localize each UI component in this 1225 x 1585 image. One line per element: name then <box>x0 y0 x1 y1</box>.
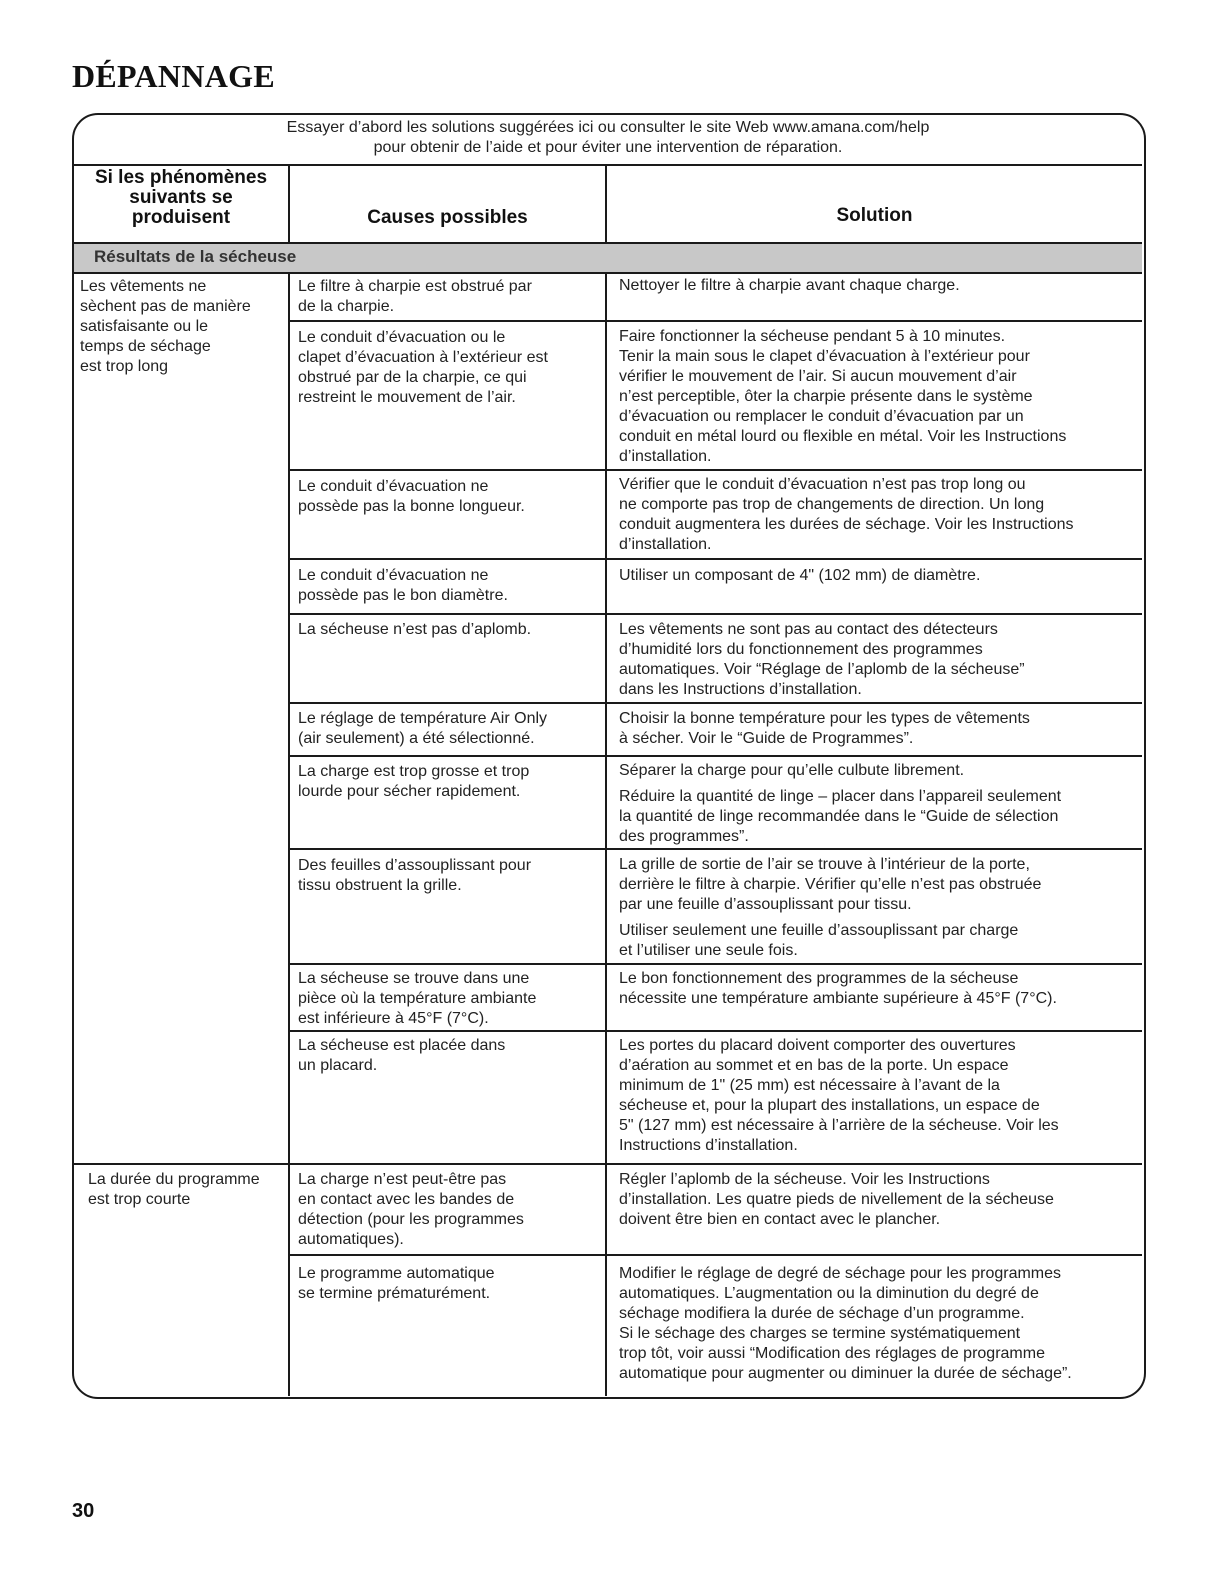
section-bottom-rule <box>74 272 1142 274</box>
solution-cell <box>619 969 1139 1009</box>
column-divider <box>288 164 290 1396</box>
row-divider <box>289 320 1142 322</box>
page-number: 30 <box>72 1500 95 1522</box>
solution-cell <box>619 855 1139 961</box>
cause-cell: Le réglage de température Air Only (air seulement) a été sélectionné. <box>298 710 548 747</box>
row-divider <box>289 469 1142 471</box>
row-divider <box>289 558 1142 560</box>
solution-cell <box>619 475 1139 555</box>
cause-cell: La charge est trop grosse et trop lourde pour sécher rapidement. <box>298 763 530 800</box>
solution-paragraph: Réduire la quantité de linge – placer dans l’appareil seulement la quantité de linge recommandée dans le “Guide de sélection des programmes”. <box>619 788 1062 845</box>
solution-paragraph: Faire fonctionner la sécheuse pendant 5 à 10 minutes. Tenir la main sous le clapet d’évacuation à l’extérieur pour vérifier le mouvement de l’air. Si aucun mouvement d’air n’est perceptible, ôter la charpie présente dans le système d’évacuation ou remplacer le conduit d’évacuation par un conduit en métal lourd ou flexible en métal. Voir les Instructions d’installation. <box>619 328 1067 465</box>
solution-paragraph: Utiliser un composant de 4" (102 mm) de diamètre. <box>619 567 981 584</box>
row-divider <box>289 848 1142 850</box>
cause-cell: La sécheuse se trouve dans une pièce où la température ambiante est inférieure à 45°F (7°C). <box>298 970 537 1027</box>
cause-cell: La sécheuse n’est pas d’aplomb. <box>298 621 532 638</box>
intro-line: Essayer d’abord les solutions suggérées ici ou consulter le site Web www.amana.com/help <box>286 119 930 136</box>
solution-cell <box>619 761 1139 847</box>
symptom-divider <box>74 1163 289 1165</box>
cause-cell: Des feuilles d’assouplissant pour tissu obstruent la grille. <box>298 857 532 894</box>
solution-paragraph: Le bon fonctionnement des programmes de la sécheuse nécessite une température ambiante supérieure à 45°F (7°C). <box>619 970 1057 1007</box>
solution-paragraph: La grille de sortie de l’air se trouve à l’intérieur de la porte, derrière le filtre à charpie. Vérifier qu’elle n’est pas obstruée par une feuille d’assouplissant pour tissu. <box>619 856 1042 913</box>
cause-cell: Le conduit d’évacuation ne possède pas le bon diamètre. <box>298 567 508 604</box>
solution-paragraph: Choisir la bonne température pour les types de vêtements à sécher. Voir le “Guide de Programmes”. <box>619 710 1030 747</box>
solution-paragraph: Les portes du placard doivent comporter des ouvertures d’aération au sommet et en bas de la porte. Un espace minimum de 1" (25 mm) est nécessaire à l’avant de la sécheuse et, pour la plupart des installations, un espace de 5" (127 mm) est nécessaire à l’arrière de la sécheuse. Voir les Instructions d’installation. <box>619 1037 1059 1154</box>
symptom-cell: Les vêtements ne sèchent pas de manière satisfaisante ou le temps de séchage est trop long <box>80 278 251 375</box>
cause-cell: Le programme automatique se termine prématurément. <box>298 1265 495 1302</box>
solution-paragraph: Utiliser seulement une feuille d’assouplissant par charge et l’utiliser une seule fois. <box>619 922 1019 959</box>
solution-paragraph: Régler l’aplomb de la sécheuse. Voir les Instructions d’installation. Les quatre pieds de nivellement de la sécheuse doivent être bien en contact avec le plancher. <box>619 1171 1054 1228</box>
solution-paragraph: Nettoyer le filtre à charpie avant chaque charge. <box>619 277 960 294</box>
header-symptom: Si les phénomènes suivants se produisent <box>94 167 268 228</box>
cause-cell: Le filtre à charpie est obstrué par de la charpie. <box>298 278 532 315</box>
header-causes: Causes possibles <box>367 207 528 228</box>
row-divider <box>289 755 1142 757</box>
solution-cell <box>619 1264 1141 1384</box>
solution-cell <box>619 709 1139 749</box>
row-divider <box>289 1163 1142 1165</box>
cause-cell: Le conduit d’évacuation ou le clapet d’évacuation à l’extérieur est obstrué par de la charpie, ce qui restreint le mouvement de l’air. <box>298 329 548 406</box>
header-solution: Solution <box>836 205 913 226</box>
solution-paragraph: Les vêtements ne sont pas au contact des détecteurs d’humidité lors du fonctionnement des programmes automatiques. Voir “Réglage de l’aplomb de la sécheuse” dans les Instructions d’installation. <box>619 621 1025 698</box>
solution-cell <box>619 1170 1139 1230</box>
cause-cell: Le conduit d’évacuation ne possède pas la bonne longueur. <box>298 478 525 515</box>
solution-paragraph: Modifier le réglage de degré de séchage pour les programmes automatiques. L’augmentation ou la diminution du degré de séchage modifiera la durée de séchage d’un programme. Si le séchage des charges se termine systématiquement trop tôt, voir aussi “Modification des réglages de programme automatique pour augmenter ou diminuer la durée de séchage”. <box>619 1265 1072 1382</box>
row-divider <box>289 702 1142 704</box>
intro-text <box>74 118 1142 158</box>
solution-cell <box>619 327 1139 467</box>
row-divider <box>289 1030 1142 1032</box>
solution-paragraph: Séparer la charge pour qu’elle culbute librement. <box>619 762 965 779</box>
page-title: DÉPANNAGE <box>72 58 275 94</box>
row-divider <box>289 1254 1142 1256</box>
section-band <box>74 242 1142 273</box>
row-divider <box>289 613 1142 615</box>
solution-cell <box>619 566 1139 586</box>
column-divider <box>605 164 607 1396</box>
section-title: Résultats de la sécheuse <box>94 247 297 266</box>
cause-cell: La sécheuse est placée dans un placard. <box>298 1037 506 1074</box>
row-divider <box>289 963 1142 965</box>
cause-cell: La charge n’est peut-être pas en contact avec les bandes de détection (pour les programmes automatiques). <box>298 1171 524 1248</box>
solution-cell <box>619 620 1139 700</box>
solution-paragraph: Vérifier que le conduit d’évacuation n’est pas trop long ou ne comporte pas trop de changements de direction. Un long conduit augmentera les durées de séchage. Voir les Instructions d’installation. <box>619 476 1074 553</box>
solution-cell <box>619 1036 1139 1156</box>
symptom-cell: La durée du programme est trop courte <box>88 1171 260 1208</box>
intro-line: pour obtenir de l’aide et pour éviter une intervention de réparation. <box>373 139 843 156</box>
solution-cell <box>619 276 1139 296</box>
header-top-rule <box>74 164 1142 166</box>
